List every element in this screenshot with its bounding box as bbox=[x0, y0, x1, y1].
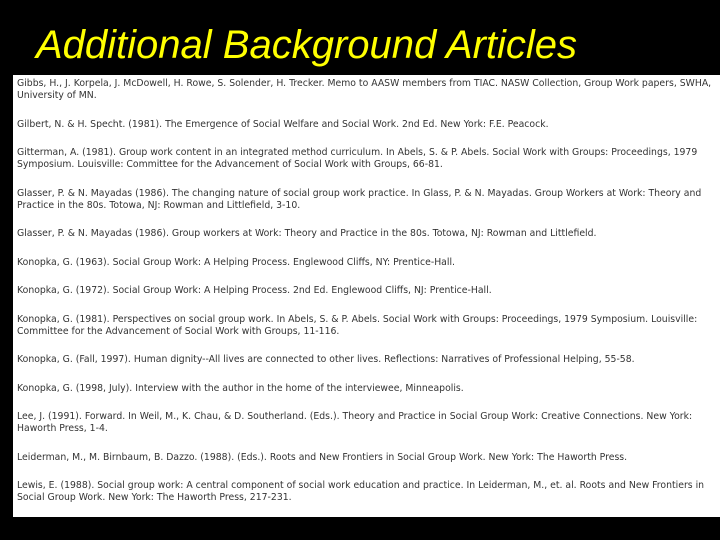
reference-item: Konopka, G. (1981). Perspectives on social group work. In Abels, S. & P. Abels. Social Work with Groups: Proceedings, 1979 Symposium. Louisville: Committee for the Advancement of Social Work with Groups, 11-116. bbox=[17, 313, 698, 337]
reference-item: Gilbert, N. & H. Specht. (1981). The Emergence of Social Welfare and Social Work. 2nd Ed. New York: F.E. Peacock. bbox=[17, 118, 549, 130]
references-panel bbox=[13, 75, 720, 517]
reference-item: Konopka, G. (Fall, 1997). Human dignity--All lives are connected to other lives. Reflections: Narratives of Professional Helping, 55-58. bbox=[17, 354, 635, 365]
reference-item: Glasser, P. & N. Mayadas (1986). The changing nature of social group work practice. In Glass, P. & N. Mayadas. Group Workers at Work: Theory and Practice in the 80s. Totowa, NJ: Rowman and Littlefield, 3-10. bbox=[17, 187, 702, 211]
reference-item: Gitterman, A. (1981). Group work content in an integrated method curriculum. In Abels, S. & P. Abels. Social Work with Groups: Proceedings, 1979 Symposium. Louisville: Committee for the Advancement of Social Work with Groups, 66-81. bbox=[17, 147, 698, 170]
left-gutter bbox=[0, 75, 13, 517]
reference-list bbox=[17, 78, 720, 504]
reference-item: Leiderman, M., M. Birnbaum, B. Dazzo. (1988). (Eds.). Roots and New Frontiers in Social Group Work. New York: The Haworth Press. bbox=[17, 451, 628, 463]
slide-title: Additional Background Articles bbox=[36, 23, 578, 67]
reference-item: Konopka, G. (1998, July). Interview with the author in the home of the interviewee, Minneapolis. bbox=[17, 382, 464, 394]
reference-item: Gibbs, H., J. Korpela, J. McDowell, H. Rowe, S. Solender, H. Trecker. Memo to AASW members from TIAC. NASW Collection, Group Work papers, SWHA, University of MN. bbox=[17, 78, 712, 101]
reference-item: Lee, J. (1991). Forward. In Weil, M., K. Chau, & D. Southerland. (Eds.). Theory and Practice in Social Group Work: Creative Connections. New York: Haworth Press, 1-4. bbox=[17, 411, 693, 434]
reference-item: Konopka, G. (1972). Social Group Work: A Helping Process. 2nd Ed. Englewood Cliffs, NJ: Prentice-Hall. bbox=[17, 285, 492, 296]
reference-item: Konopka, G. (1963). Social Group Work: A Helping Process. Englewood Cliffs, NY: Prentice-Hall. bbox=[17, 256, 456, 268]
reference-item: Glasser, P. & N. Mayadas (1986). Group workers at Work: Theory and Practice in the 80s. Totowa, NJ: Rowman and Littlefield. bbox=[17, 228, 597, 239]
reference-item: Lewis, E. (1988). Social group work: A central component of social work education and practice. In Leiderman, M., et. al. Roots and New Frontiers in Social Group Work. New York: The Haworth Press, 217-231. bbox=[17, 480, 705, 503]
